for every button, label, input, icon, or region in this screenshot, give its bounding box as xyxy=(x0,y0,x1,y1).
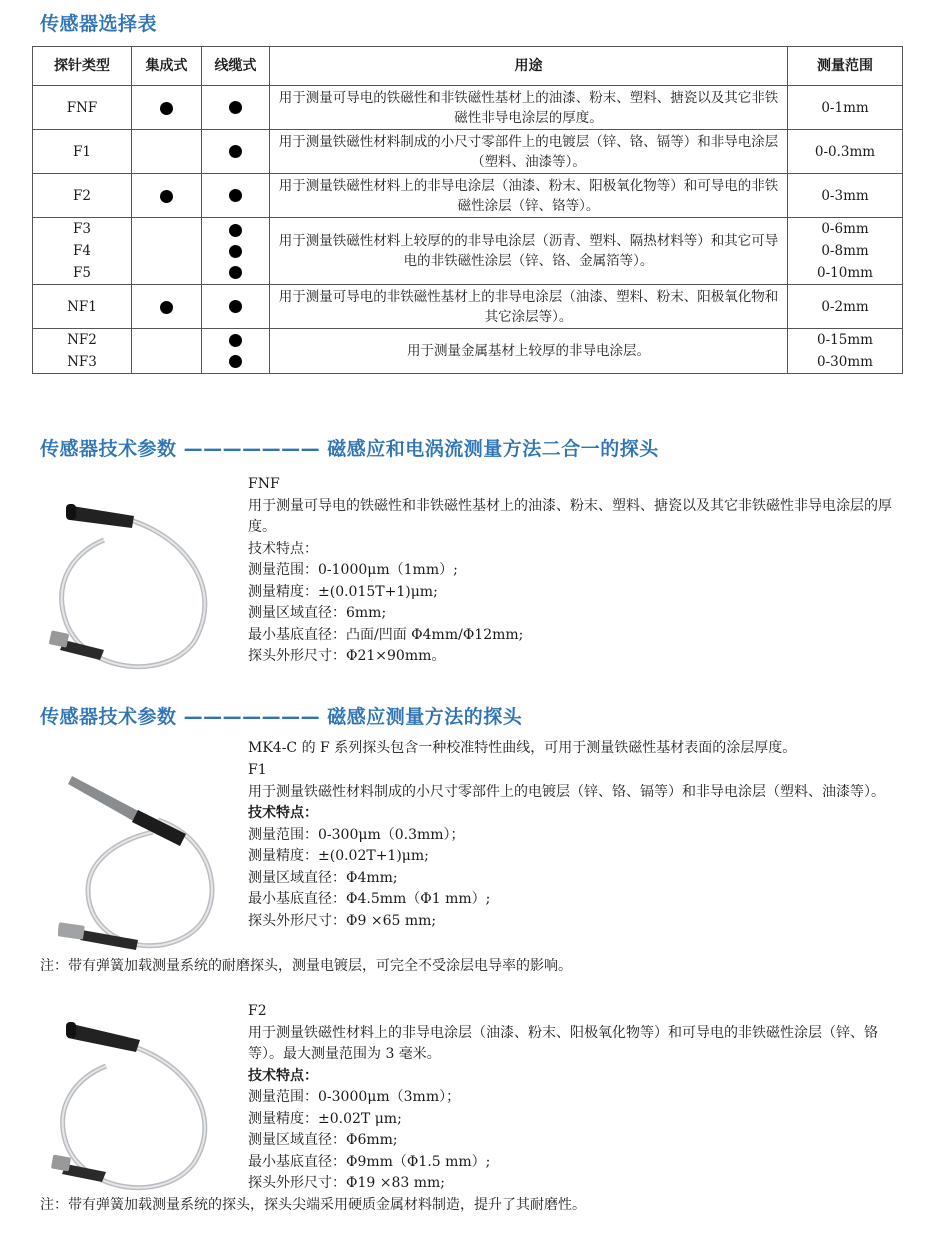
features-heading: 技术特点： xyxy=(248,1067,318,1084)
f1-note: 注：带有弹簧加载测量系统的耐磨探头，测量电镀层，可完全不受涂层电导率的影响。 xyxy=(40,958,572,974)
cable-cell xyxy=(202,329,270,374)
range-cell xyxy=(788,218,903,285)
features-heading: 技术特点： xyxy=(248,540,318,557)
range-value: 0-10mm xyxy=(817,265,873,281)
probe-type: F3 xyxy=(73,221,91,237)
header-usage: 用途 xyxy=(270,47,788,86)
cable-cell xyxy=(202,285,270,329)
f2-note: 注：带有弹簧加载测量系统的探头，探头尖端采用硬质金属材料制造，提升了其耐磨性。 xyxy=(40,1197,586,1213)
integrated-dot xyxy=(160,102,173,115)
description-line: 用于测量铁磁性材料制成的小尺寸零部件上的电镀层（锌、铬、镉等）和非导电涂层（塑料、油漆等）。 xyxy=(248,783,885,800)
f2-probe-image xyxy=(44,1018,224,1194)
description-line: 最小基底直径：Φ4.5mm（Φ1 mm）; xyxy=(248,891,491,907)
usage-cell: 用于测量铁磁性材料制成的小尺寸零部件上的电镀层（锌、铬、镉等）和非导电涂层（塑料、油漆等）。 xyxy=(270,130,788,174)
f1-probe-image xyxy=(58,770,228,950)
range-cell xyxy=(788,174,903,218)
fnf-probe-image xyxy=(44,492,224,672)
f2-description xyxy=(248,1001,900,1195)
cable-dot xyxy=(229,266,242,279)
description-line: 测量范围：0-300μm（0.3mm）； xyxy=(248,826,465,843)
features-heading: 技术特点： xyxy=(248,805,318,821)
range-value: 0-8mm xyxy=(821,243,869,259)
cable-cell xyxy=(202,174,270,218)
cable-dot xyxy=(229,334,242,347)
usage-cell: 用于测量铁磁性材料上的非导电涂层（油漆、粉末、阳极氧化物等）和可导电的非铁磁性涂层（锌、铬等）。 xyxy=(270,174,788,218)
probe-type-cell xyxy=(33,218,132,285)
table-row xyxy=(33,218,903,285)
usage-cell: 用于测量可导电的非铁磁性基材上的非导电涂层（油漆、塑料、粉末、阳极氧化物和其它涂层等）。 xyxy=(270,285,788,329)
probe-type: NF3 xyxy=(67,354,97,370)
header-probe-type: 探针类型 xyxy=(33,47,132,86)
description-line: 测量精度：±0.02T μm; xyxy=(248,1110,402,1127)
cable-dot xyxy=(229,245,242,258)
integrated-cell xyxy=(132,174,202,218)
table-header-row xyxy=(33,47,903,86)
header-cable: 线缆式 xyxy=(202,47,270,86)
range-cell xyxy=(788,130,903,174)
cable-dot xyxy=(229,300,242,313)
section1-title: 传感器技术参数 ——————— 磁感应和电涡流测量方法二合一的探头 xyxy=(40,438,659,460)
table-title: 传感器选择表 xyxy=(40,13,158,35)
probe-type-cell xyxy=(33,130,132,174)
cable-dot xyxy=(229,224,242,237)
table-row xyxy=(33,329,903,374)
range-value: 0-2mm xyxy=(821,298,869,315)
integrated-cell xyxy=(132,285,202,329)
fnf-description xyxy=(248,474,900,668)
header-integrated: 集成式 xyxy=(132,47,202,86)
description-line: 测量区域直径：6mm; xyxy=(248,605,387,621)
probe-type: NF1 xyxy=(67,298,97,315)
probe-type: F2 xyxy=(73,187,91,204)
range-value: 0-15mm xyxy=(817,332,873,348)
integrated-cell xyxy=(132,329,202,374)
description-line: 用于测量铁磁性材料上的非导电涂层（油漆、粉末、阳极氧化物等）和可导电的非铁磁性涂层（锌、铬等）。最大测量范围为 3 毫米。 xyxy=(248,1024,878,1062)
cable-cell xyxy=(202,86,270,130)
description-line: 测量范围：0-3000μm（3mm）； xyxy=(248,1089,461,1105)
table-row xyxy=(33,130,903,174)
probe-type: F5 xyxy=(73,265,91,281)
range-value: 0-6mm xyxy=(821,221,869,237)
probe-name: F1 xyxy=(248,762,267,778)
probe-type-cell xyxy=(33,329,132,374)
description-line: 测量区域直径：Φ4mm; xyxy=(248,869,398,886)
cable-dot xyxy=(229,355,242,368)
table-row xyxy=(33,174,903,218)
probe-type: F4 xyxy=(73,243,91,259)
range-value: 0-3mm xyxy=(821,187,869,204)
integrated-cell xyxy=(132,218,202,285)
sensor-selection-table xyxy=(32,46,903,374)
section2-intro: MK4-C 的 F 系列探头包含一种校准特性曲线，可用于测量铁磁性基材表面的涂层厚度。 xyxy=(248,740,797,756)
probe-type-cell xyxy=(33,86,132,130)
range-value: 0-0.3mm xyxy=(814,143,876,160)
cable-cell xyxy=(202,218,270,285)
description-line: 探头外形尺寸：Φ19 ×83 mm; xyxy=(248,1175,446,1191)
range-value: 0-1mm xyxy=(821,99,869,116)
usage-cell: 用于测量金属基材上较厚的非导电涂层。 xyxy=(270,329,788,374)
f1-description xyxy=(248,760,900,932)
description-line: 测量精度：±(0.02T+1)μm; xyxy=(248,848,429,864)
section2-title: 传感器技术参数 ——————— 磁感应测量方法的探头 xyxy=(40,706,523,728)
description-line: 测量范围：0-1000μm（1mm）; xyxy=(248,562,458,578)
table-row xyxy=(33,86,903,130)
description-line: 用于测量可导电的铁磁性和非铁磁性基材上的油漆、粉末、塑料、搪瓷以及其它非铁磁性非导电涂层的厚度。 xyxy=(248,497,892,535)
integrated-dot xyxy=(160,301,173,314)
header-range: 测量范围 xyxy=(788,47,903,86)
range-cell xyxy=(788,86,903,130)
probe-type: NF2 xyxy=(67,332,97,348)
probe-type: F1 xyxy=(73,143,91,160)
cable-dot xyxy=(229,101,242,114)
table-row xyxy=(33,285,903,329)
cable-dot xyxy=(229,189,242,202)
probe-name: F2 xyxy=(248,1003,267,1019)
integrated-cell xyxy=(132,86,202,130)
description-line: 最小基底直径：凸面/凹面 Φ4mm/Φ12mm; xyxy=(248,626,524,643)
integrated-cell xyxy=(132,130,202,174)
probe-type-cell xyxy=(33,285,132,329)
description-line: 测量精度：±(0.015T+1)μm; xyxy=(248,583,438,600)
cable-dot xyxy=(229,145,242,158)
description-line: 探头外形尺寸：Φ9 ×65 mm; xyxy=(248,912,437,929)
probe-name: FNF xyxy=(248,476,280,492)
usage-cell: 用于测量可导电的铁磁性和非铁磁性基材上的油漆、粉末、塑料、搪瓷以及其它非铁磁性非导电涂层的厚度。 xyxy=(270,86,788,130)
integrated-dot xyxy=(160,190,173,203)
range-cell xyxy=(788,329,903,374)
description-line: 最小基底直径：Φ9mm（Φ1.5 mm）; xyxy=(248,1153,491,1170)
cable-cell xyxy=(202,130,270,174)
usage-cell: 用于测量铁磁性材料上较厚的的非导电涂层（沥青、塑料、隔热材料等）和其它可导电的非铁磁性涂层（锌、铬、金属箔等）。 xyxy=(270,218,788,285)
range-value: 0-30mm xyxy=(817,354,873,370)
probe-type: FNF xyxy=(66,99,98,116)
range-cell xyxy=(788,285,903,329)
description-line: 测量区域直径：Φ6mm; xyxy=(248,1132,398,1148)
description-line: 探头外形尺寸：Φ21×90mm。 xyxy=(248,648,446,664)
probe-type-cell xyxy=(33,174,132,218)
